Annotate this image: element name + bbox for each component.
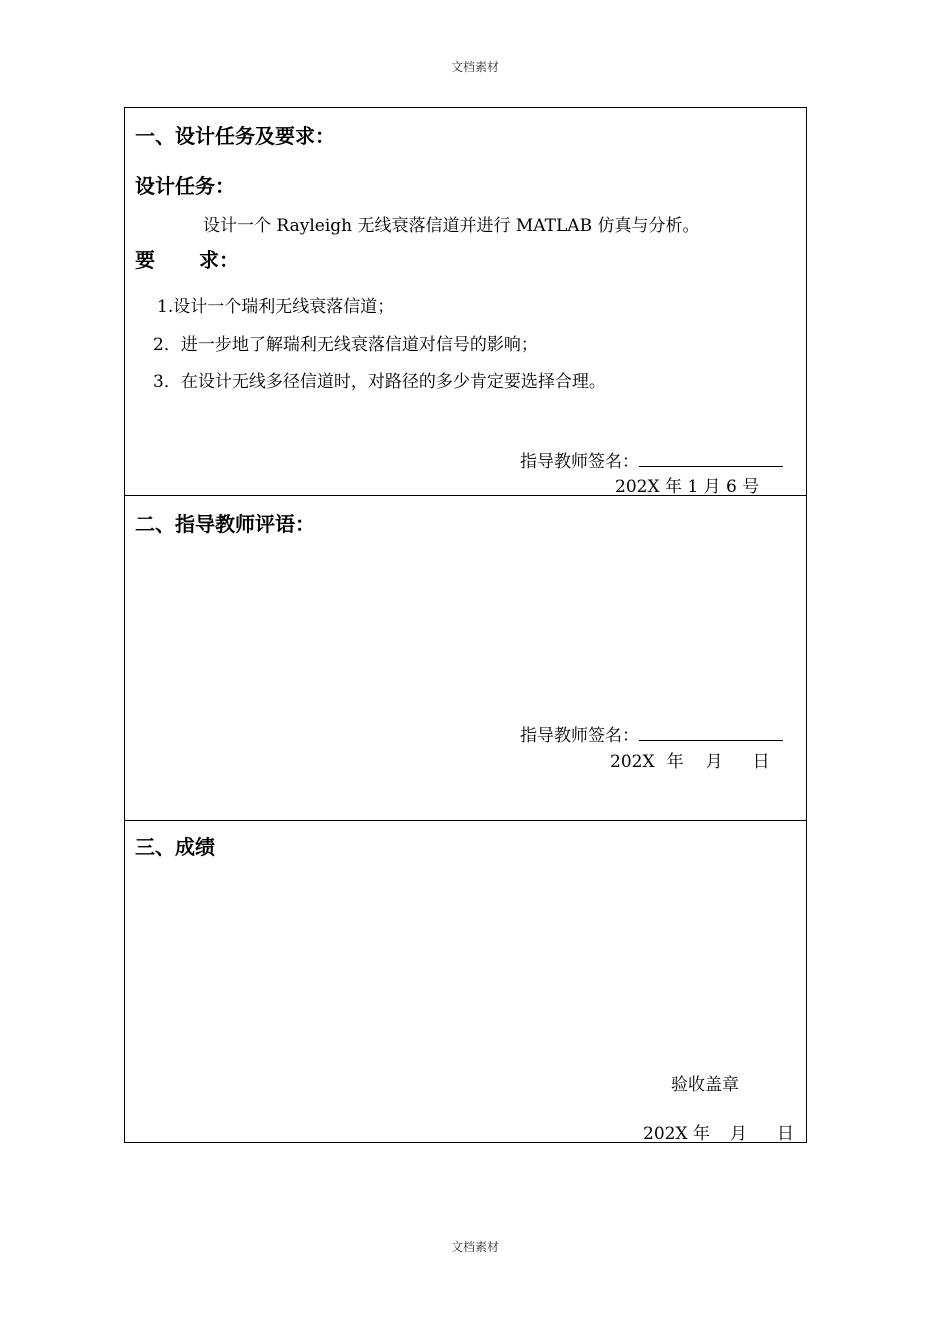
requirement-item: 3．在设计无线多径信道时，对路径的多少肯定要选择合理。 [153,372,606,392]
task-label: 设计任务： [135,174,235,198]
signature-label: 指导教师签名： [520,452,639,472]
signature-label: 指导教师签名： [520,726,639,746]
section-heading: 三、成绩 [135,835,215,859]
section-teacher-comments [125,495,806,820]
assignment-form [124,107,807,1143]
date-month-unit: 月 [705,752,723,772]
section-heading: 二、指导教师评语： [135,512,315,536]
section-heading: 一、设计任务及要求： [135,124,335,148]
signature-row [520,447,783,472]
date-day-unit: 日 [776,1124,794,1144]
seal-label: 验收盖章 [671,1075,739,1095]
date-day-unit: 日 [752,752,770,772]
section-design-task [125,108,806,495]
date-month-unit: 月 [729,1124,747,1144]
comment-date [610,747,770,772]
signature-row [520,721,783,746]
section-grade [125,820,806,1142]
signature-line [639,724,783,741]
task-text: 设计一个 Rayleigh 无线衰落信道并进行 MATLAB 仿真与分析。 [203,216,700,236]
requirements-label-left: 要 [135,248,155,272]
grade-date [643,1119,794,1144]
date-year: 202X 年 [643,1124,710,1144]
date-year-unit: 年 [666,752,684,772]
requirement-item: 1.设计一个瑞利无线衰落信道； [157,297,395,317]
requirement-item: 2．进一步地了解瑞利无线衰落信道对信号的影响； [153,335,538,355]
page-footer: 文档素材 [450,1240,499,1254]
requirements-label [135,244,239,273]
page-header: 文档素材 [450,60,499,74]
task-date: 202X 年 1 月 6 号 [615,477,760,497]
date-year: 202X [610,752,655,772]
requirements-label-right: 求： [199,248,239,272]
signature-line [639,450,783,467]
